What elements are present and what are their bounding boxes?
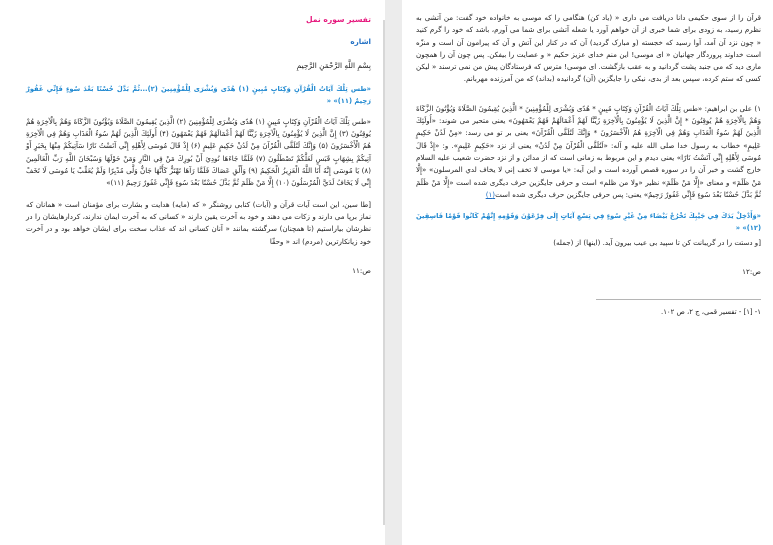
basmala: بِسْمِ اللَّهِ الرَّحْمَنِ الرَّحِيمِ [296, 60, 371, 70]
verse-heading: «طس تِلْكَ آيَاتُ الْقُرْآنِ وَكِتَابٍ مُبِينٍ (۱) هُدًى وَبُشْرَى لِلْمُؤْمِنِينَ (۲)...ثُمَّ بَدَّلَ حُسْنًا بَعْدَ سُوءٍ فَإِنِّي غَفُورٌ رَحِيمٌ (۱۱)» « [26, 84, 371, 105]
page-12 [402, 0, 773, 545]
verse-12: «وَأَدْخِلْ يَدَكَ فِي جَيْبِكَ تَخْرُجْ بَيْضَاءَ مِنْ غَيْرِ سُوءٍ فِي تِسْعِ آيَاتٍ إِلَى فِرْعَوْنَ وَقَوْمِهِ إِنَّهُمْ كَانُوا قَوْمًا فَاسِقِينَ (۱۲)» « [416, 212, 761, 233]
commentary-paragraph [416, 103, 761, 201]
footnote-link[interactable]: (۱) [485, 189, 496, 199]
translation-intro: قرآن را از سوی حکیمی دانا دریافت می داری « (یاد کن) هنگامی را که موسی به خانواده خود گفت: من آتشی به نظرم رسید، به زودی برای شما خبری از آن خواهم آورد یا شعله آتشی برای شما می آورم، باشد که خود را گرم کنید « چون نزد آن آمد، آوا رسید که خجسته (و مبارک گردید) آن که در کنار این آتش و آن که پیرامون آن است و منزّه است خداوند پروردگار جهانیان « ای موسی! این منم خدای عزیز حکیم « و عصایت را بیفکن. پس چون آن را همچون ماری دید که می جنبد پشت گردانید و به عقب بازگشت. ای موسی! مترس که فرستادگان پیش من نمی ترسند « لیکن کسی که ستم کرده، سپس بعد از بدی، نیکی را جایگزین (آن) گردانیده (بداند) که من آمرزنده مهربانم. [416, 13, 761, 84]
footnote-separator [596, 299, 761, 300]
page-11 [0, 0, 385, 545]
sura-title: تفسیر سوره نمل [306, 15, 371, 24]
page-gutter [385, 0, 402, 545]
section-subtitle: اشاره [350, 37, 371, 47]
commentary-text: ۱) علی بن ابراهیم: «طس تِلْكَ آيَاتُ الْقُرْآنِ وَكِتَابٍ مُبِينٍ * هُدًى وَبُشْرَى لِلْمُؤْمِنِينَ * الَّذِينَ يُقِيمُونَ الصَّلَاةَ وَيُؤْتُونَ الزَّكَاةَ وَهُمْ بِالْآخِرَةِ هُمْ يُوقِنُونَ * إِنَّ الَّذِينَ لَا يُؤْمِنُونَ بِالْآخِرَةِ زَيَّنَّا لَهُمْ أَعْمَالَهُمْ فَهُمْ يَعْمَهُونَ» یعنی متحیر می شوند: «أُولَئِكَ الَّذِينَ لَهُمْ سُوءُ الْعَذَابِ وَهُمْ فِي الْآخِرَةِ هُمُ الْأَخْسَرُونَ * وَإِنَّكَ لَتُلَقَّى الْقُرْآنَ» یعنی بر تو می رسد: «مِنْ لَدُنْ حَكِيمٍ عَلِيمٍ» خطاب به رسول خدا صلی الله علیه و آله: «لَتُلَقَّى الْقُرْآنَ مِنْ لَدُنْ» یعنی از نزد «حَكِيمٍ عَلِيمٍ». و: «إِذْ قَالَ مُوسَى لِأَهْلِهِ إِنِّي آنَسْتُ نَارًا» یعنی دیدم و این مربوط به زمانی است که از مدائن و از نزد حضرت شعیب علیه السلام خارج گشت و خبر آن را در سوره قصص آورده است و این آیه: «یا موسی لا تخف إني لا يخاف لدي المرسلون» «إِلَّا مَنْ ظَلَمَ» و معنای «إِلَّا مَنْ ظَلَمَ» نظیر «ولا من ظلم» است و حرفی جایگزین حرف دیگری شده است «إِلَّا مَنْ ظَلَمَ ثُمَّ بَدَّلَ حُسْنًا بَعْدَ سُوءٍ فَإِنِّي غَفُورٌ رَحِيمٌ» یعنی: پس حرفی جایگزین حرف دیگری شده است [416, 103, 761, 199]
page-number: ص:۱۲ [742, 267, 761, 277]
page-number: ص:۱۱ [352, 265, 371, 275]
verse-12-translation: [و دستت را در گریبانت کن تا سپید بی عیب بیرون آید. (اینها) از (جمله) [553, 238, 761, 248]
verses-translation: [طا سین، این است آیات قرآن و (آیات) کتابی روشنگر « که (مایه) هدایت و بشارت برای مؤمنان است « همانان که نماز برپا می دارند و زکات می دهند و خود به آخرت یقین دارند « کسانی که به آخرت ایمان ندارند، کردارهایشان را در نظرشان بیاراستیم (تا همچنان) سرگشته بمانند « آنان کسانی اند که عذاب سخت برای ایشان خواهد بود و در آخرت خود زیانکارترین (مردم) اند « وحقّا [26, 199, 371, 246]
verses-1-11: «طس تِلْكَ آيَاتُ الْقُرْآنِ وَكِتَابٍ مُبِينٍ (۱) هُدًى وَبُشْرَى لِلْمُؤْمِنِينَ (۲) الَّذِينَ يُقِيمُونَ الصَّلَاةَ وَيُؤْتُونَ الزَّكَاةَ وَهُمْ بِالْآخِرَةِ هُمْ يُوقِنُونَ (۳) إِنَّ الَّذِينَ لَا يُؤْمِنُونَ بِالْآخِرَةِ زَيَّنَّا لَهُمْ أَعْمَالَهُمْ فَهُمْ يَعْمَهُونَ (۴) أُولَئِكَ الَّذِينَ لَهُمْ سُوءُ الْعَذَابِ وَهُمْ فِي الْآخِرَةِ هُمُ الْأَخْسَرُونَ (۵) وَإِنَّكَ لَتُلَقَّى الْقُرْآنَ مِنْ لَدُنْ حَكِيمٍ عَلِيمٍ (۶) إِذْ قَالَ مُوسَى لِأَهْلِهِ إِنِّي آنَسْتُ نَارًا سَآتِيكُمْ مِنْهَا بِخَبَرٍ أَوْ آتِيكُمْ بِشِهَابٍ قَبَسٍ لَعَلَّكُمْ تَصْطَلُونَ (۷) فَلَمَّا جَاءَهَا نُودِيَ أَنْ بُورِكَ مَنْ فِي النَّارِ وَمَنْ حَوْلَهَا وَسُبْحَانَ اللَّهِ رَبِّ الْعَالَمِينَ (۸) يَا مُوسَى إِنَّهُ أَنَا اللَّهُ الْعَزِيزُ الْحَكِيمُ (۹) وَأَلْقِ عَصَاكَ فَلَمَّا رَآهَا تَهْتَزُّ كَأَنَّهَا جَانٌّ وَلَّى مُدْبِرًا وَلَمْ يُعَقِّبْ يَا مُوسَى لَا تَخَفْ إِنِّي لَا يَخَافُ لَدَيَّ الْمُرْسَلُونَ (۱۰) إِلَّا مَنْ ظَلَمَ ثُمَّ بَدَّلَ حُسْنًا بَعْدَ سُوءٍ فَإِنِّي غَفُورٌ رَحِيمٌ (۱۱)» [26, 116, 372, 188]
footnote: ۱- [۱] - تفسیر قمی، ج ۲، ص ۱۰۲. [661, 307, 761, 316]
scrollbar[interactable] [383, 20, 385, 525]
